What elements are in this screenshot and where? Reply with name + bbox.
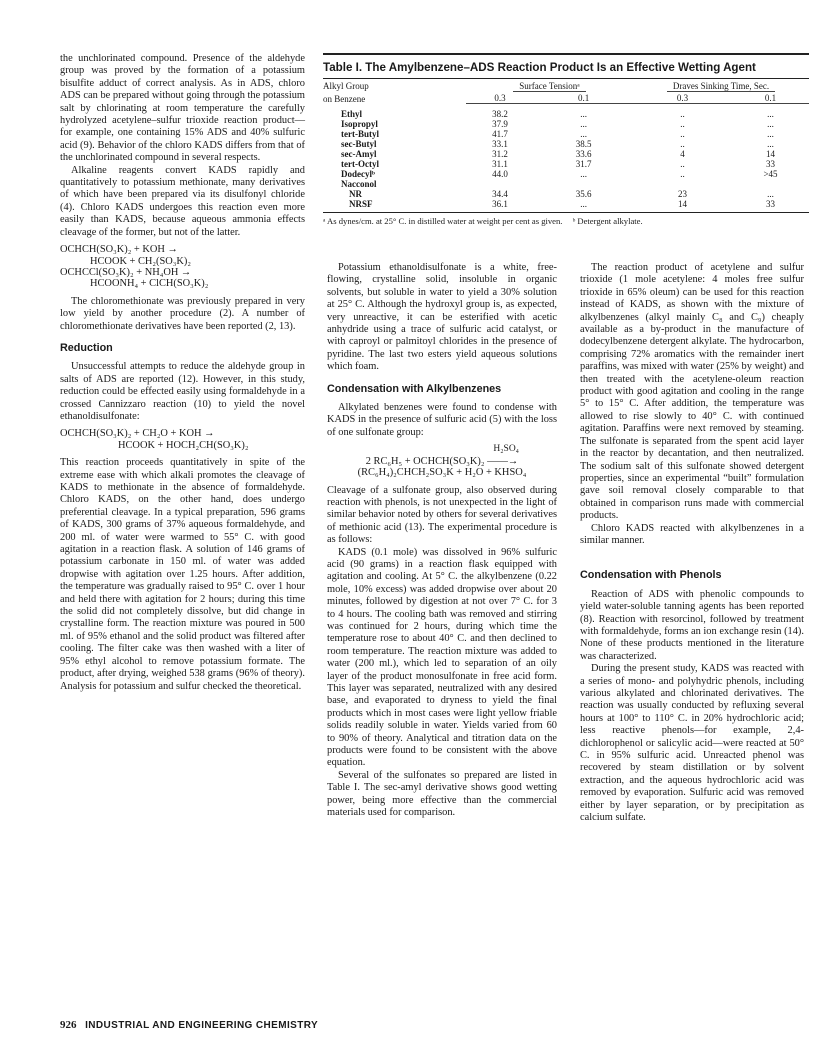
- table-cell: ..: [680, 159, 685, 169]
- table-cell-alkyl: Nacconol: [341, 179, 377, 189]
- table-cell: 23: [678, 189, 688, 199]
- table-cell: 33.6: [575, 149, 592, 159]
- equation-line: OCHCH(SO₃K)₂ + CH₂O + KOH →: [60, 428, 215, 440]
- table-cell-alkyl: NRSF: [349, 199, 373, 209]
- table-cell: ...: [767, 129, 774, 139]
- table-cell: 14: [766, 149, 775, 159]
- table-row: [323, 119, 809, 129]
- paragraph: the unchlorinated compound. Presence of the aldehyde group was proved by the formation of a potassium bisulfite adduct of correct analysis. As in ADS, chloro ADS can be prepared without going through the potassium salt by chlorinating at room temperature the carefully hydrolyzed acetylene–sulfur trioxide reaction product—for example, one containing 15% ADS and 40% sulfuric acid (9). Behavior of the chloro KADS differs from that of the unchlorinated compound in several respects.: [60, 53, 305, 164]
- paragraph: Alkylated benzenes were found to condense with KADS in the presence of sulfuric acid (5) with the loss of one sulfonate group:: [327, 402, 557, 438]
- table-1: [323, 53, 809, 226]
- table-cell-alkyl: tert-Octyl: [341, 159, 379, 169]
- table-cell: 4: [680, 149, 685, 159]
- table-row: [323, 106, 809, 119]
- table-cell: ..: [680, 109, 685, 119]
- page-footer: [60, 1019, 318, 1031]
- paragraph: Several of the sulfonates so prepared are listed in Table I. The sec-amyl derivative shows good wetting power, being more effective than the commercial materials used for comparison.: [327, 769, 557, 819]
- table-cell: ...: [580, 109, 587, 119]
- equation-line: OCHCCl(SO₃K)₂ + NH₄OH →: [60, 266, 192, 278]
- table-cell-alkyl: Ethyl: [341, 109, 363, 119]
- equation-1: [60, 244, 305, 290]
- table-cell: ...: [767, 109, 774, 119]
- header-sub: 0.3: [466, 91, 534, 106]
- table-cell: >45: [763, 169, 778, 179]
- table-title: Table I. The Amylbenzene–ADS Reaction Product Is an Effective Wetting Agent: [323, 61, 756, 74]
- equation-line: HCOONH₄ + ClCH(SO₃K)₂: [90, 278, 209, 290]
- table-cell-alkyl: tert-Butyl: [341, 129, 379, 139]
- table-cell: ..: [680, 169, 685, 179]
- equation-line: HCOOK + HOCH₂CH(SO₃K)₂: [118, 439, 249, 451]
- table-cell: 34.4: [492, 189, 508, 199]
- table-cell-alkyl: Dodecylᵇ: [341, 169, 375, 179]
- paragraph: Alkaline reagents convert KADS rapidly and quantitatively to potassium methionate, many derivatives of which have been prepared via its disulfonyl chloride (4). Chloro KADS undergoes this reaction even more easily than KADS, because aqueous ammonia effects cleavage of the former, but not of the latter.: [60, 164, 305, 238]
- table-cell: 33.1: [492, 139, 508, 149]
- column-left: [60, 53, 305, 693]
- paragraph: The chloromethionate was previously prepared in very low yield by another procedure (2). A number of chloromethionate derivatives have been reported (2, 13).: [60, 295, 305, 332]
- table-cell: 41.7: [492, 129, 508, 139]
- table-cell: 14: [678, 199, 688, 209]
- table-row: [323, 159, 809, 169]
- table-cell-alkyl: Isopropyl: [341, 119, 378, 129]
- table-cell-alkyl: sec-Butyl: [341, 139, 377, 149]
- table-cell: 44.0: [492, 169, 508, 179]
- table-cell: 38.5: [575, 139, 592, 149]
- paragraph: Reaction of ADS with phenolic compounds to yield water-soluble tanning agents has been reported (8). Reaction with resorcinol, followed by treatment with formaldehyde, forms an ion exchange resin (14). None of these products mentioned in the literature was characterized.: [580, 588, 804, 662]
- table-rule: [323, 53, 809, 55]
- data-table: [323, 79, 809, 209]
- column-middle: [327, 262, 557, 819]
- table-cell: ...: [767, 119, 774, 129]
- footnote-a: ᵃ As dynes/cm. at 25° C. in distilled water at weight per cent as given.: [323, 216, 563, 226]
- paragraph: During the present study, KADS was reacted with a series of mono- and polyhydric phenols, including various alkylated and chlorinated derivatives. The reaction was usually conducted by refluxing several hours at 100° to 110° C. in 20% hydrochloric acid; less reactive phenols—for example, 2,4-dichlorophenol or salicylic acid—were reacted at 50° C. in 95% sulfuric acid. Unreacted phenol was recovered by steam distillation or by solvent extraction, and the aqueous hydrochloric acid was removed by evaporation. Sulfuric acid was removed either by layer separation, or by precipitation as calcium sulfate.: [580, 663, 804, 824]
- table-footnotes: [323, 216, 809, 226]
- equation-catalyst: H₂SO₄: [493, 444, 519, 455]
- header-sub: 0.1: [534, 91, 633, 106]
- table-row: [323, 179, 809, 189]
- footnote-b: ᵇ Detergent alkylate.: [572, 216, 643, 226]
- table-cell: 31.7: [575, 159, 592, 169]
- table-cell: 33: [766, 199, 775, 209]
- table-row: [323, 169, 809, 179]
- table-cell: 33: [766, 159, 775, 169]
- column-right: [580, 262, 804, 824]
- paragraph: This reaction proceeds quantitatively in spite of the extreme ease with which alkali promotes the cleavage of KADS to methionate in the absence of formaldehyde. Chloro KADS, on the other hand, does undergo preferential cleavage. In a typical preparation, 596 grams of KADS, 300 grams of 37% aqueous formaldehyde, and 200 ml. of water were warmed to 55° C. with good agitation in a reaction flask. A solution of 146 grams of potassium carbonate in 150 ml. of water was added dropwise with agitation over 1.25 hours. After addition, the temperature was gradually raised to 95° C. over 1 hour and held there with agitation for 2 hours; during this time the solid did not completely dissolve, but did change in crystalline form. The reaction mixture was poured in 500 ml. of 95% ethanol and the solid product was filtered after cooling. The filter cake was then washed with a liter of 95% ethyl alcohol to remove potassium formate. The product, after drying, weighed 538 grams (96% of theory). Analysis for potassium and sulfur checked the theoretical.: [60, 457, 305, 692]
- paragraph: Chloro KADS reacted with alkylbenzenes in a similar manner.: [580, 522, 804, 546]
- section-heading-reduction: Reduction: [60, 341, 113, 354]
- table-cell-alkyl: sec-Amyl: [341, 149, 377, 159]
- equation-line: (RC₆H₄)₂CHCH₂SO₃K + H₂O + KHSO₄: [357, 467, 527, 479]
- paragraph: The reaction product of acetylene and sulfur trioxide (1 mole acetylene: 4 moles free sulfur trioxide in 65% oleum) can be used for this reaction instead of KADS, as shown with the mixture of alkylbenzenes (alkyl mainly C₈ and C₉) cheaply available as a by-product in the manufacture of dodecylbenzene detergent alkylate. The hydrocarbon, comprising 72% aromatics with the remainder inert paraffins, was mixed with water (25% by weight) and then treated with the acetylene-oleum reaction product with good agitation and cooling in the range 5° to 15° C. After addition, the temperature was allowed to rise slowly to 40° C. with continued agitation. Paraffins were next removed by steaming. The sulfonate is separated from the spent acid layer in the reactor by decantation, and then neutralized. The sodium salt of this sulfonate showed detergent properties, since an experimental “built” formulation gave soil removal closely comparable to that obtained in comparison runs made with commercial products.: [580, 262, 804, 522]
- header-sub: 0.1: [732, 91, 809, 106]
- table-cell: ...: [580, 119, 587, 129]
- paragraph: Potassium ethanoldisulfonate is a white, free-flowing, crystalline solid, insoluble in organic solvents, but soluble in water to yield a 30% solution at 25° C. Although the hydroxyl group is, as expected, very unreactive, it can be esterified with acetic anhydride using a trace of sulfuric acid catalyst, or with caproyl or palmitoyl chlorides in the presence of pyridine. The last two esters yield aqueous solutions which foam.: [327, 262, 557, 373]
- table-cell: 31.1: [492, 159, 508, 169]
- table-cell: [466, 179, 534, 189]
- section-heading-phenols: Condensation with Phenols: [580, 569, 722, 582]
- header-draves: Draves Sinking Time, Sec.: [633, 79, 809, 91]
- header-alkyl-2: on Benzene: [323, 93, 366, 104]
- section-heading-alkylbenzenes: Condensation with Alkylbenzenes: [327, 382, 502, 395]
- header-surface-tension: Surface Tensionᵃ: [466, 79, 633, 91]
- table-cell: 35.6: [575, 189, 592, 199]
- journal-name: INDUSTRIAL AND ENGINEERING CHEMISTRY: [85, 1020, 319, 1031]
- header-alkyl: Alkyl Group: [323, 81, 369, 91]
- equation-line: OCHCH(SO₃K)₂ + KOH →: [60, 244, 178, 256]
- table-rule: [323, 212, 809, 213]
- table-cell: [732, 179, 809, 189]
- table-cell: ..: [680, 129, 685, 139]
- paragraph: Unsuccessful attempts to reduce the aldehyde group in salts of ADS are reported (12). However, in this study, reduction could be effected easily using formaldehyde in a crossed Cannizzaro reaction (10) to yield the novel ethanoldisulfonate:: [60, 361, 305, 422]
- equation-3: [60, 428, 305, 451]
- table-cell: ...: [580, 129, 587, 139]
- paragraph: KADS (0.1 mole) was dissolved in 96% sulfuric acid (90 grams) in a reaction flask equipped with agitation and cooling. At 5° C. the alkylbenzene (0.22 mole, 10% excess) was added dropwise over about 20 minutes, followed by digestion at not over 7° C. for 3 to 4 hours. The cooling bath was removed and stirring was continued for 2 hours, during which time the temperature rose to about 40° C. and then declined to room temperature. The reaction mixture was added to water (200 ml.), which led to separation of an oily layer of the product monosulfonate in free acid form. This layer was separated, neutralized with any desired base, and evaporated to dryness to yield the final products which in most cases were light yellow friable solids readily soluble in water. Yields varied from 60 to 90% of theory. Analytical and titration data on the products were found to be consistent with the above equation.: [327, 546, 557, 769]
- page-number: 926: [60, 1019, 77, 1031]
- table-cell: ..: [680, 119, 685, 129]
- table-cell: ...: [580, 199, 587, 209]
- table-cell: 31.2: [492, 149, 508, 159]
- table-cell: [633, 179, 732, 189]
- table-row: [323, 129, 809, 139]
- table-cell-alkyl: NR: [349, 189, 362, 199]
- table-row: [323, 199, 809, 209]
- table-row: [323, 139, 809, 149]
- table-row: [323, 189, 809, 199]
- table-cell: ...: [767, 139, 774, 149]
- equation-line: 2 RC₆H₅ + OCHCH(SO₃K)₂ ——→: [365, 455, 519, 467]
- table-cell: 37.9: [492, 119, 508, 129]
- equation-4: [327, 444, 557, 478]
- table-cell: 38.2: [492, 109, 508, 119]
- header-sub: 0.3: [633, 91, 732, 106]
- table-cell: ..: [680, 139, 685, 149]
- table-row: [323, 149, 809, 159]
- table-cell: ...: [580, 169, 587, 179]
- paragraph: Cleavage of a sulfonate group, also observed during reaction with phenols, is not unexpected in the light of similar behavior noted by others for several derivatives of methionic acid (13). The experimental procedure is as follows:: [327, 484, 557, 546]
- table-cell: 36.1: [492, 199, 508, 209]
- table-cell: ...: [767, 189, 774, 199]
- equation-line: HCOOK + CH₂(SO₃K)₂: [90, 255, 192, 267]
- table-cell: [534, 179, 633, 189]
- table-body: [323, 106, 809, 209]
